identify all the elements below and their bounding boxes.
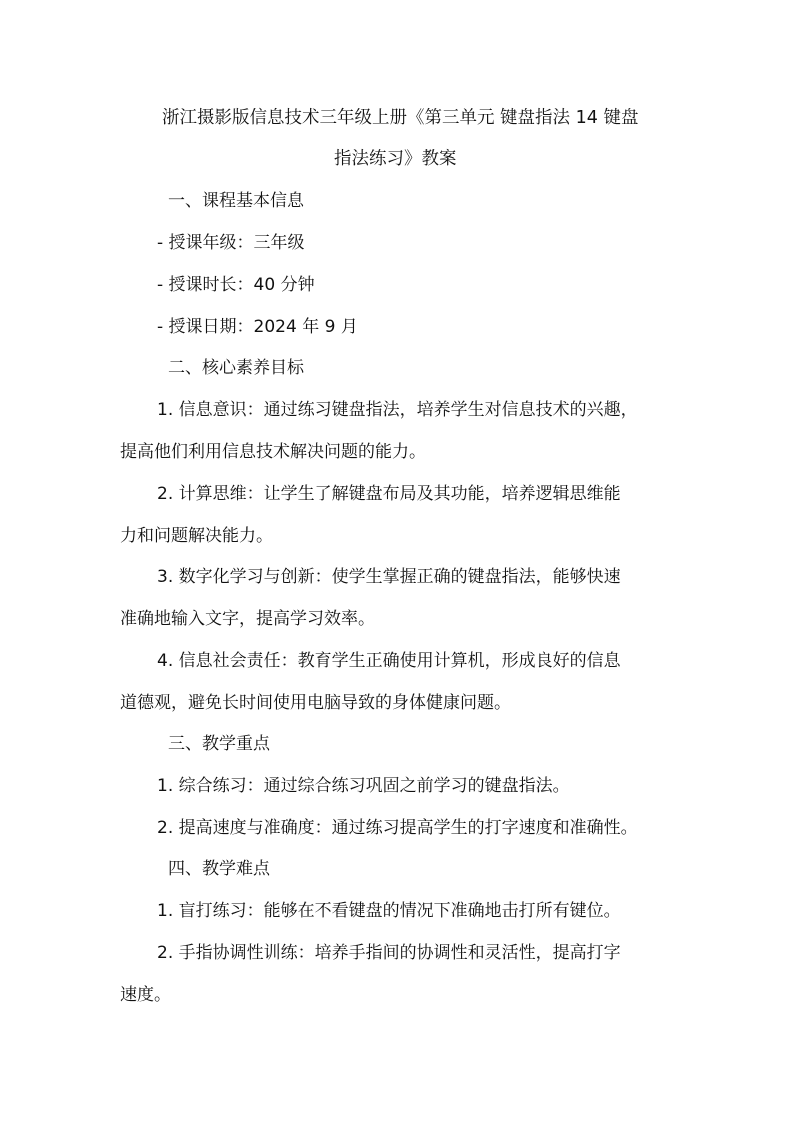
document-title-line-1: 浙江摄影版信息技术三年级上册《第三单元 键盘指法 14 键盘 <box>162 108 639 128</box>
goal-2-line-2: 力和问题解决能力。 <box>120 526 273 546</box>
goal-3-line-1: 3. 数字化学习与创新：使学生掌握正确的键盘指法，能够快速 <box>157 567 621 587</box>
goal-2-line-1: 2. 计算思维：让学生了解键盘布局及其功能，培养逻辑思维能 <box>157 484 621 504</box>
section-heading-core-goals: 二、核心素养目标 <box>168 358 304 378</box>
difficulty-1-line-1: 1. 盲打练习：能够在不看键盘的情况下准确地击打所有键位。 <box>157 901 621 921</box>
section-heading-key-points: 三、教学重点 <box>168 734 270 754</box>
difficulty-2-line-2: 速度。 <box>120 985 171 1005</box>
document-title-line-2: 指法练习》教案 <box>334 149 457 169</box>
goal-1-line-2: 提高他们利用信息技术解决问题的能力。 <box>120 442 426 462</box>
info-date: - 授课日期：2024 年 9 月 <box>157 317 358 337</box>
goal-4-line-1: 4. 信息社会责任：教育学生正确使用计算机，形成良好的信息 <box>157 651 621 671</box>
key-point-2: 2. 提高速度与准确度：通过练习提高学生的打字速度和准确性。 <box>157 818 638 838</box>
section-heading-difficulties: 四、教学难点 <box>168 859 270 879</box>
difficulty-2-line-1: 2. 手指协调性训练：培养手指间的协调性和灵活性，提高打字 <box>157 943 621 963</box>
goal-1-line-1: 1. 信息意识：通过练习键盘指法，培养学生对信息技术的兴趣， <box>157 400 638 420</box>
info-duration: - 授课时长：40 分钟 <box>157 275 315 295</box>
goal-3-line-2: 准确地输入文字，提高学习效率。 <box>120 609 375 629</box>
info-grade: - 授课年级：三年级 <box>157 233 305 253</box>
goal-4-line-2: 道德观，避免长时间使用电脑导致的身体健康问题。 <box>120 693 511 713</box>
section-heading-basic-info: 一、课程基本信息 <box>168 191 304 211</box>
key-point-1: 1. 综合练习：通过综合练习巩固之前学习的键盘指法。 <box>157 776 570 796</box>
